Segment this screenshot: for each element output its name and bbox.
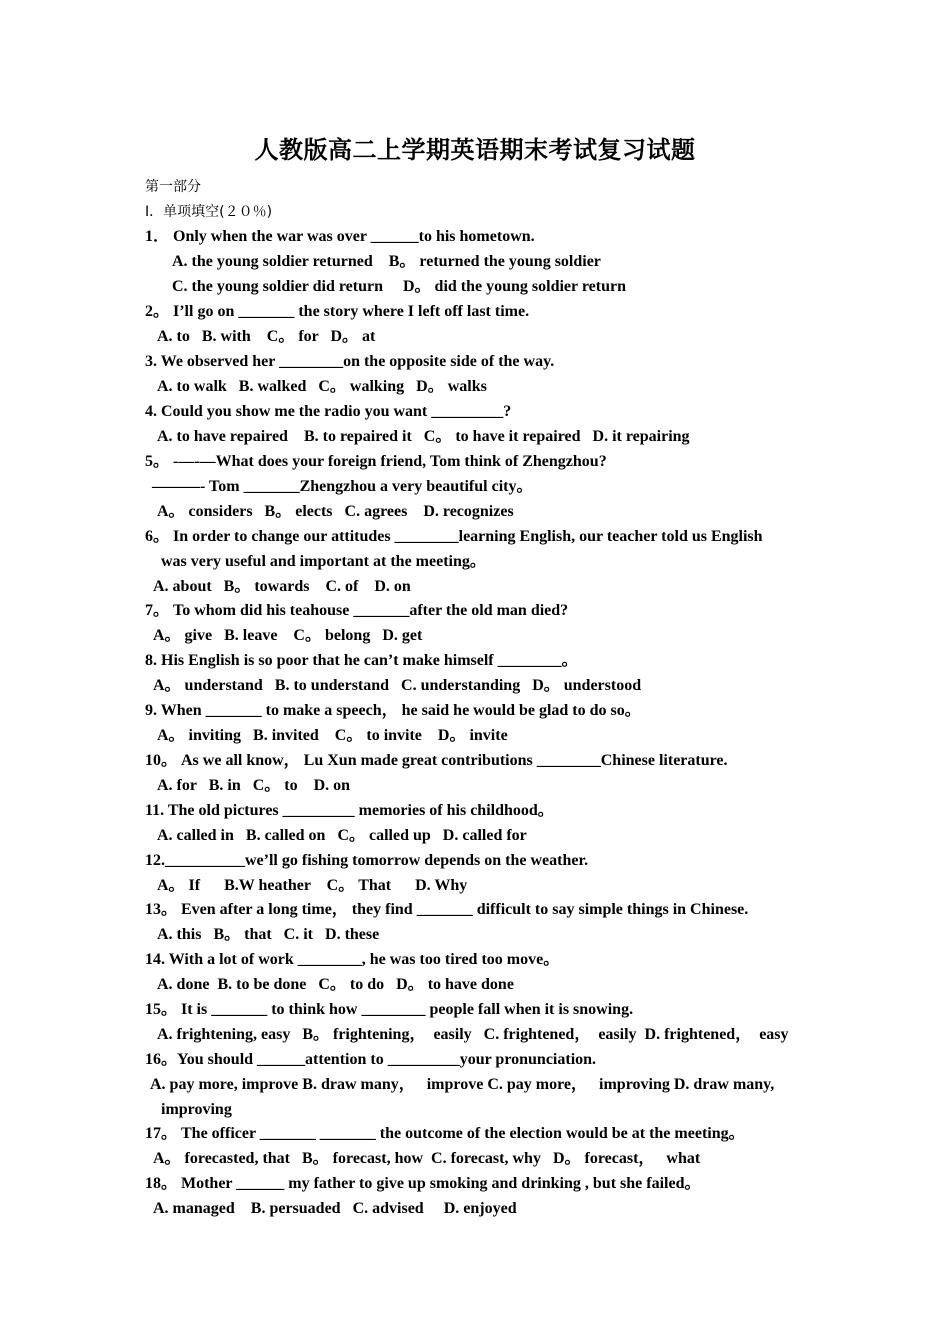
question-line: 12.__________we’ll go fishing tomorrow depends on the weather.: [145, 852, 589, 869]
question-line: 8. His English is so poor that he can’t make himself ________。: [145, 652, 578, 669]
question-line: 2。 I’ll go on _______ the story where I left off last time.: [145, 303, 530, 320]
option-line: A。 forecasted, that B。 forecast, how C. forecast, why D。 forecast， what: [153, 1150, 701, 1167]
option-line: A. pay more, improve B. draw many， improve C. pay more， improving D. draw many,: [150, 1076, 775, 1093]
document-title: 人教版高二上学期英语期末考试复习试题: [254, 135, 696, 164]
question-line: 7。 To whom did his teahouse _______after the old man died?: [145, 602, 569, 619]
option-line: A. done B. to be done C。 to do D。 to have done: [157, 976, 514, 993]
option-line: A. about B。 towards C. of D. on: [153, 578, 411, 595]
option-line: A. to walk B. walked C。 walking D。 walks: [157, 378, 487, 395]
question-line: 18。 Mother ______ my father to give up smoking and drinking , but she failed。: [145, 1175, 701, 1192]
question-line: 16。You should ______attention to _________your pronunciation.: [145, 1051, 597, 1068]
option-line: improving: [161, 1101, 232, 1118]
question-line: 5。 -—-—What does your foreign friend, Tom think of Zhengzhou?: [145, 453, 607, 470]
question-line: 13。 Even after a long time， they find _______ difficult to say simple things in Chinese.: [145, 901, 749, 918]
question-line: 10。 As we all know， Lu Xun made great contributions ________Chinese literature.: [145, 752, 728, 769]
option-line: A。 considers B。 elects C. agrees D. recognizes: [157, 503, 514, 520]
option-line: A. this B。 that C. it D. these: [157, 926, 380, 943]
question-line: 1． Only when the war was over ______to his hometown.: [145, 228, 535, 245]
option-line: A。 understand B. to understand C. understanding D。 understood: [153, 677, 642, 694]
question-line: 17。 The officer _______ _______ the outcome of the election would be at the meeting。: [145, 1125, 745, 1142]
question-line: 9. When _______ to make a speech， he said he would be glad to do so。: [145, 702, 641, 719]
question-line: 14. With a lot of work ________, he was too tired too move。: [145, 951, 560, 968]
option-line: A. called in B. called on C。 called up D. called for: [157, 827, 527, 844]
part-heading: 第一部分: [145, 179, 201, 195]
option-line: A. managed B. persuaded C. advised D. enjoyed: [153, 1200, 517, 1217]
question-line: ———- Tom _______Zhengzhou a very beautiful city。: [152, 478, 533, 495]
option-line: A. to have repaired B. to repaired it C。 to have it repaired D. it repairing: [157, 428, 690, 445]
option-line: A. to B. with C。 for D。 at: [157, 328, 376, 345]
section-heading: Ⅰ．单项填空(２０％): [145, 204, 273, 220]
option-line: A。 inviting B. invited C。 to invite D。 invite: [157, 727, 508, 744]
option-line: A. for B. in C。 to D. on: [157, 777, 351, 794]
option-line: A. frightening, easy B。 frightening， easily C. frightened， easily D. frightened， easy: [157, 1026, 789, 1043]
question-line: 3. We observed her ________on the opposite side of the way.: [145, 353, 555, 370]
option-line: A. the young soldier returned B。 returned the young soldier: [172, 253, 601, 270]
question-line: was very useful and important at the meeting。: [161, 553, 486, 570]
question-line: 15。 It is _______ to think how ________ people fall when it is snowing.: [145, 1001, 634, 1018]
option-line: C. the young soldier did return D。 did the young soldier return: [172, 278, 626, 295]
question-line: 4. Could you show me the radio you want _________?: [145, 403, 512, 420]
question-line: 6。 In order to change our attitudes ________learning English, our teacher told us English: [145, 528, 763, 545]
question-line: 11. The old pictures _________ memories of his childhood。: [145, 802, 554, 819]
option-line: A。 If B.W heather C。 That D. Why: [157, 877, 468, 894]
option-line: A。 give B. leave C。 belong D. get: [153, 627, 423, 644]
